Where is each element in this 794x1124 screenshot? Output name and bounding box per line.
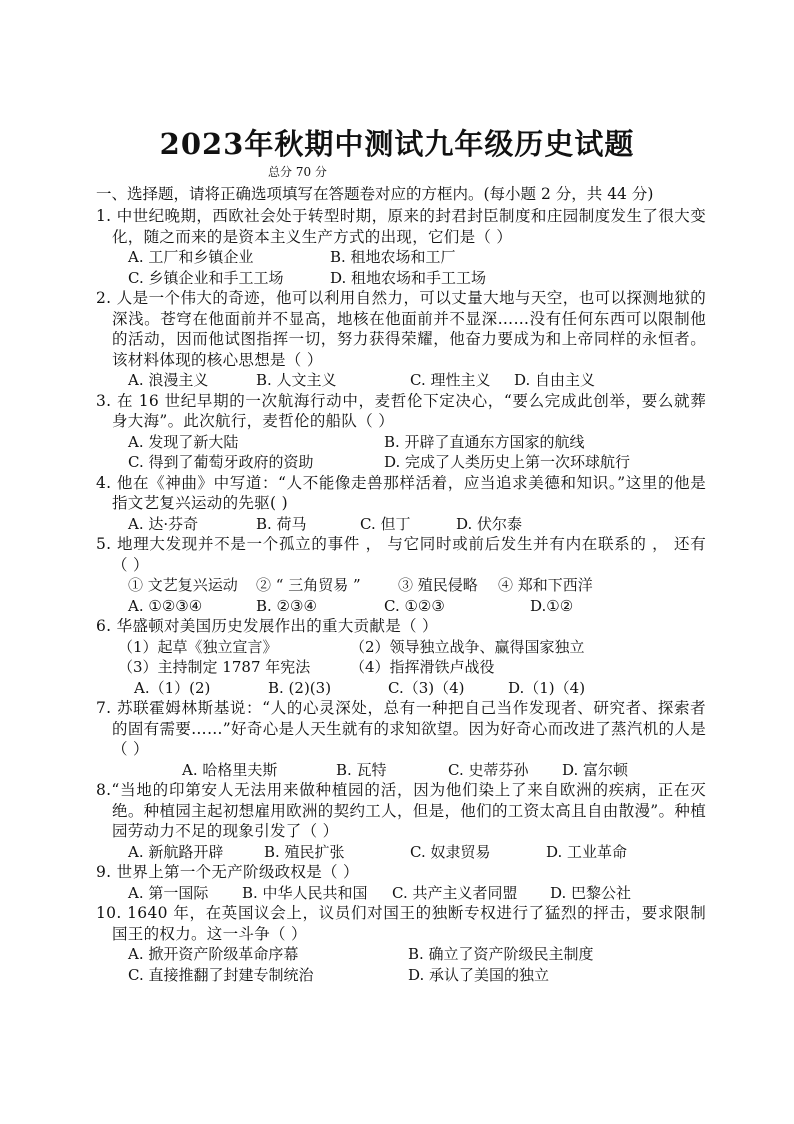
option: B. (2)(3) (268, 678, 332, 697)
option: D. 富尔顿 (562, 760, 629, 779)
option: D. 工业革命 (546, 842, 628, 861)
option: D. 承认了美国的独立 (408, 965, 550, 984)
question-list (96, 206, 706, 985)
question-options (96, 944, 706, 985)
option: A. 发现了新大陆 (128, 432, 239, 451)
option: A. 浪漫主义 (128, 371, 209, 389)
question-stem: 8.“当地的印第安人无法用来做种植园的活，因为他们染上了来自欧洲的疾病，正在灭绝。种植园主起初想雇用欧洲的契约工人，但是，他们的工资太高且自由散漫”。种植园劳动力不足的现象引发了（ ） (96, 781, 706, 840)
option: B. ②③④ (256, 596, 317, 615)
question-options (96, 883, 706, 904)
option: A. ①②③④ (128, 596, 203, 615)
exam-title: 2023年秋期中测试九年级历史试题 (159, 127, 635, 161)
question-options (96, 432, 706, 473)
option: （3）主持制定 1787 年宪法 (118, 658, 311, 676)
option: ① 文艺复兴运动 (128, 576, 238, 594)
question-stem: 7. 苏联霍姆林斯基说：“人的心灵深处，总有一种把自己当作发现者、研究者、探索者的固有需要……”好奇心是人天生就有的求知欲望。因为好奇心而改进了蒸汽机的人是（ ） (96, 699, 706, 758)
option: A. 哈格里夫斯 (182, 760, 278, 779)
option: D.①② (530, 596, 574, 615)
option: A. 掀开资产阶级革命序幕 (128, 945, 299, 963)
question-stem: 4. 他在《神曲》中写道：“人不能像走兽那样活着，应当追求美德和知识。”这里的他是指文艺复兴运动的先驱( ) (96, 473, 706, 512)
option: （4）指挥滑铁卢战役 (350, 658, 495, 676)
option: B. 租地农场和工厂 (330, 248, 456, 266)
question-options (96, 370, 706, 391)
question-3 (96, 391, 706, 473)
question-4 (96, 473, 706, 535)
option: B. 殖民扩张 (264, 842, 345, 861)
option: A. 工厂和乡镇企业 (128, 248, 254, 266)
option: ④ 郑和下西洋 (498, 576, 593, 594)
question-5 (96, 534, 706, 616)
question-stem: 1. 中世纪晚期，西欧社会处于转型时期，原来的封君封臣制度和庄园制度发生了很大变化，随之而来的是资本主义生产方式的出现，它们是（ ） (96, 207, 706, 246)
option: B. 人文主义 (256, 371, 337, 389)
question-stem: 9. 世界上第一个无产阶级政权是（ ） (96, 863, 359, 881)
option: B. 开辟了直通东方国家的航线 (384, 432, 585, 451)
question-stem: 6. 华盛顿对美国历史发展作出的重大贡献是（ ） (96, 617, 438, 635)
option: C. 史蒂芬孙 (448, 760, 529, 779)
question-10 (96, 903, 706, 985)
option: D.（1)（4) (508, 678, 586, 697)
option: C. 直接推翻了封建专制统治 (128, 965, 314, 984)
option: B. 中华人民共和国 (242, 883, 368, 902)
option: A. 达·芬奇 (128, 514, 199, 533)
option: D. 租地农场和手工工场 (330, 268, 487, 287)
question-stem: 3. 在 16 世纪早期的一次航海行动中，麦哲伦下定决心，“要么完成此创举，要么就葬身大海”。此次航行，麦哲伦的船队（ ） (96, 391, 706, 430)
option: ③ 殖民侵略 (398, 576, 478, 594)
option: D. 自由主义 (514, 371, 596, 389)
question-stem: 2. 人是一个伟大的奇迹，他可以利用自然力，可以丈量大地与天空，也可以探测地狱的深浅。苍穹在他面前并不显高，地核在他面前并不显深……没有任何东西可以限制他的活动，因而他试图指挥一切，努力获得荣耀，他奋力要成为和上帝同样的永恒者。该材料体现的核心思想是（ ） (96, 289, 706, 369)
option: D. 完成了人类历史上第一次环球航行 (384, 453, 631, 471)
question-9 (96, 862, 706, 903)
option: D. 伏尔泰 (456, 514, 523, 533)
option: B. 荷马 (256, 514, 307, 533)
option: A. 第一国际 (128, 883, 209, 902)
option: C. ①②③ (384, 596, 445, 615)
option: C. 得到了葡萄牙政府的资助 (128, 453, 314, 471)
question-options (96, 247, 706, 288)
question-options (96, 842, 706, 863)
question-8 (96, 780, 706, 862)
question-stem: 10. 1640 年，在英国议会上，议员们对国王的独断专权进行了猛烈的抨击，要求限制国王的权力。这一斗争（ ） (96, 904, 706, 943)
option: B. 瓦特 (336, 760, 387, 779)
section-heading: 一、选择题，请将正确选项填写在答题卷对应的方框内。(每小题 2 分，共 44 分) (96, 185, 654, 203)
option: A.（1）(2) (134, 678, 211, 697)
option: D. 巴黎公社 (550, 883, 632, 902)
option: ② “ 三角贸易 ” (256, 576, 361, 594)
option: C. 共产主义者同盟 (392, 883, 518, 902)
question-stem: 5. 地理大发现并不是一个孤立的事件 ， 与它同时或前后发生并有内在联系的 ， 还有（ ） (96, 535, 706, 574)
option: C. 但丁 (360, 514, 411, 533)
question-options (96, 760, 706, 781)
question-options (96, 575, 706, 616)
option: （1）起草《独立宣言》 (118, 637, 278, 656)
question-1 (96, 206, 706, 288)
option: C. 奴隶贸易 (410, 842, 491, 861)
question-options (96, 514, 706, 535)
option: C. 乡镇企业和手工工场 (128, 268, 284, 287)
question-6 (96, 616, 706, 698)
total-score: 总分 70 分 (268, 165, 327, 179)
question-options (96, 637, 706, 699)
question-2 (96, 288, 706, 391)
option: C.（3)（4) (388, 678, 465, 697)
option: B. 确立了资产阶级民主制度 (408, 945, 594, 963)
option: C. 理性主义 (410, 371, 491, 389)
question-7 (96, 698, 706, 780)
option: （2）领导独立战争、赢得国家独立 (350, 637, 585, 656)
option: A. 新航路开辟 (128, 842, 224, 861)
